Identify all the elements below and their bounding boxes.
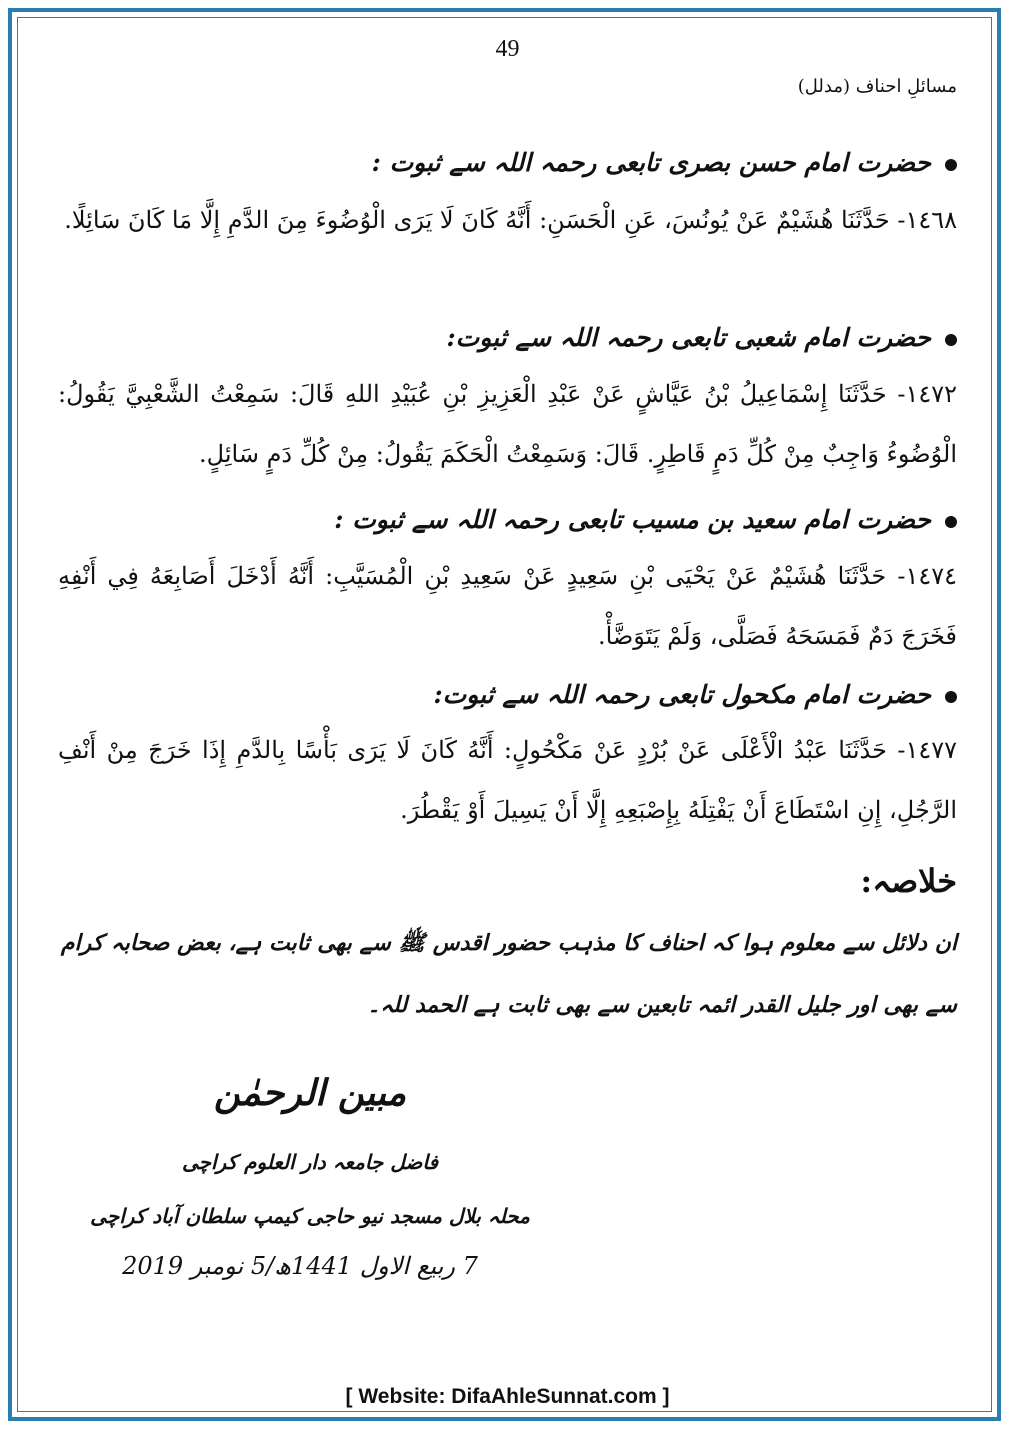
section-heading-text: حضرت امام شعبی تابعی رحمہ اللہ سے ثبوت: <box>446 323 931 352</box>
hadith-text: ١٤٧٧- حَدَّثَنَا عَبْدُ الْأَعْلَى عَنْ بُرْدٍ عَنْ مَكْحُولٍ: أَنَّهُ كَانَ لَا يَرَى بَأْسًا بِالدَّمِ إِذَا خَرَجَ مِنْ أَنْفِ الرَّجُلِ، إِنِ اسْتَطَاعَ أَنْ يَفْتِلَهُ بِإِصْبَعِهِ إِلَّا أَنْ يَسِيلَ أَوْ يَقْطُرَ. <box>58 736 957 824</box>
hadith-text: ١٤٧٢- حَدَّثَنَا إِسْمَاعِيلُ بْنُ عَيَّاشٍ عَنْ عَبْدِ الْعَزِيزِ بْنِ عُبَيْدِ اللهِ قَالَ: سَمِعْتُ الشَّعْبِيَّ يَقُولُ: الْوُضُوءُ وَاجِبٌ مِنْ كُلِّ دَمٍ قَاطِرٍ. قَالَ: وَسَمِعْتُ الْحَكَمَ يَقُولُ: مِنْ كُلِّ دَمٍ سَائِلٍ. <box>58 380 957 468</box>
signature-title: فاضل جامعہ دار العلوم کراچی <box>181 1150 439 1174</box>
page-number: 49 <box>495 36 520 62</box>
section-heading-text: حضرت امام حسن بصری تابعی رحمہ اللہ سے ثبوت : <box>371 148 931 177</box>
bullet-icon <box>945 334 957 346</box>
hadith-text: ١٤٧٤- حَدَّثَنَا هُشَيْمٌ عَنْ يَحْيَى بْنِ سَعِيدٍ عَنْ سَعِيدِ بْنِ الْمُسَيَّبِ: أَنَّهُ أَدْخَلَ أَصَابِعَهُ فِي أَنْفِهِ فَخَرَجَ دَمٌ فَمَسَحَهُ فَصَلَّى، وَلَمْ يَتَوَضَّأْ. <box>58 562 957 650</box>
summary-title: خلاصہ: <box>860 862 957 900</box>
bullet-icon <box>945 691 957 703</box>
section-heading <box>372 148 957 177</box>
hadith-text: ١٤٦٨- حَدَّثَنَا هُشَيْمٌ عَنْ يُونُسَ، عَنِ الْحَسَنِ: أَنَّهُ كَانَ لَا يَرَى الْوُضُوءَ مِنَ الدَّمِ إِلَّا مَا كَانَ سَائِلًا. <box>64 206 957 234</box>
section-heading-text: حضرت امام سعید بن مسیب تابعی رحمہ اللہ سے ثبوت : <box>334 505 931 534</box>
bullet-icon <box>945 516 957 528</box>
signature-date: 7 ربیع الاول 1441ھ/5 نومبر 2019 <box>122 1252 478 1280</box>
bullet-icon <box>945 159 957 171</box>
section-heading-text: حضرت امام مکحول تابعی رحمہ اللہ سے ثبوت: <box>433 680 931 709</box>
website-footer: [ Website: DifaAhleSunnat.com ] <box>345 1385 670 1408</box>
signature-name: مبین الرحمٰن <box>213 1072 407 1114</box>
signature-address: محلہ بلال مسجد نیو حاجی کیمپ سلطان آباد کراچی <box>90 1204 530 1228</box>
section-heading <box>334 505 957 534</box>
running-head: مسائلِ احناف (مدلل) <box>797 76 957 97</box>
section-heading <box>433 680 957 709</box>
section-heading <box>446 323 957 352</box>
summary-text: ان دلائل سے معلوم ہوا کہ احناف کا مذہب حضور اقدس ﷺ سے بھی ثابت ہے، بعض صحابہ کرام سے بھی اور جلیل القدر ائمہ تابعین سے بھی ثابت ہے الحمد للہ۔ <box>60 930 957 1018</box>
